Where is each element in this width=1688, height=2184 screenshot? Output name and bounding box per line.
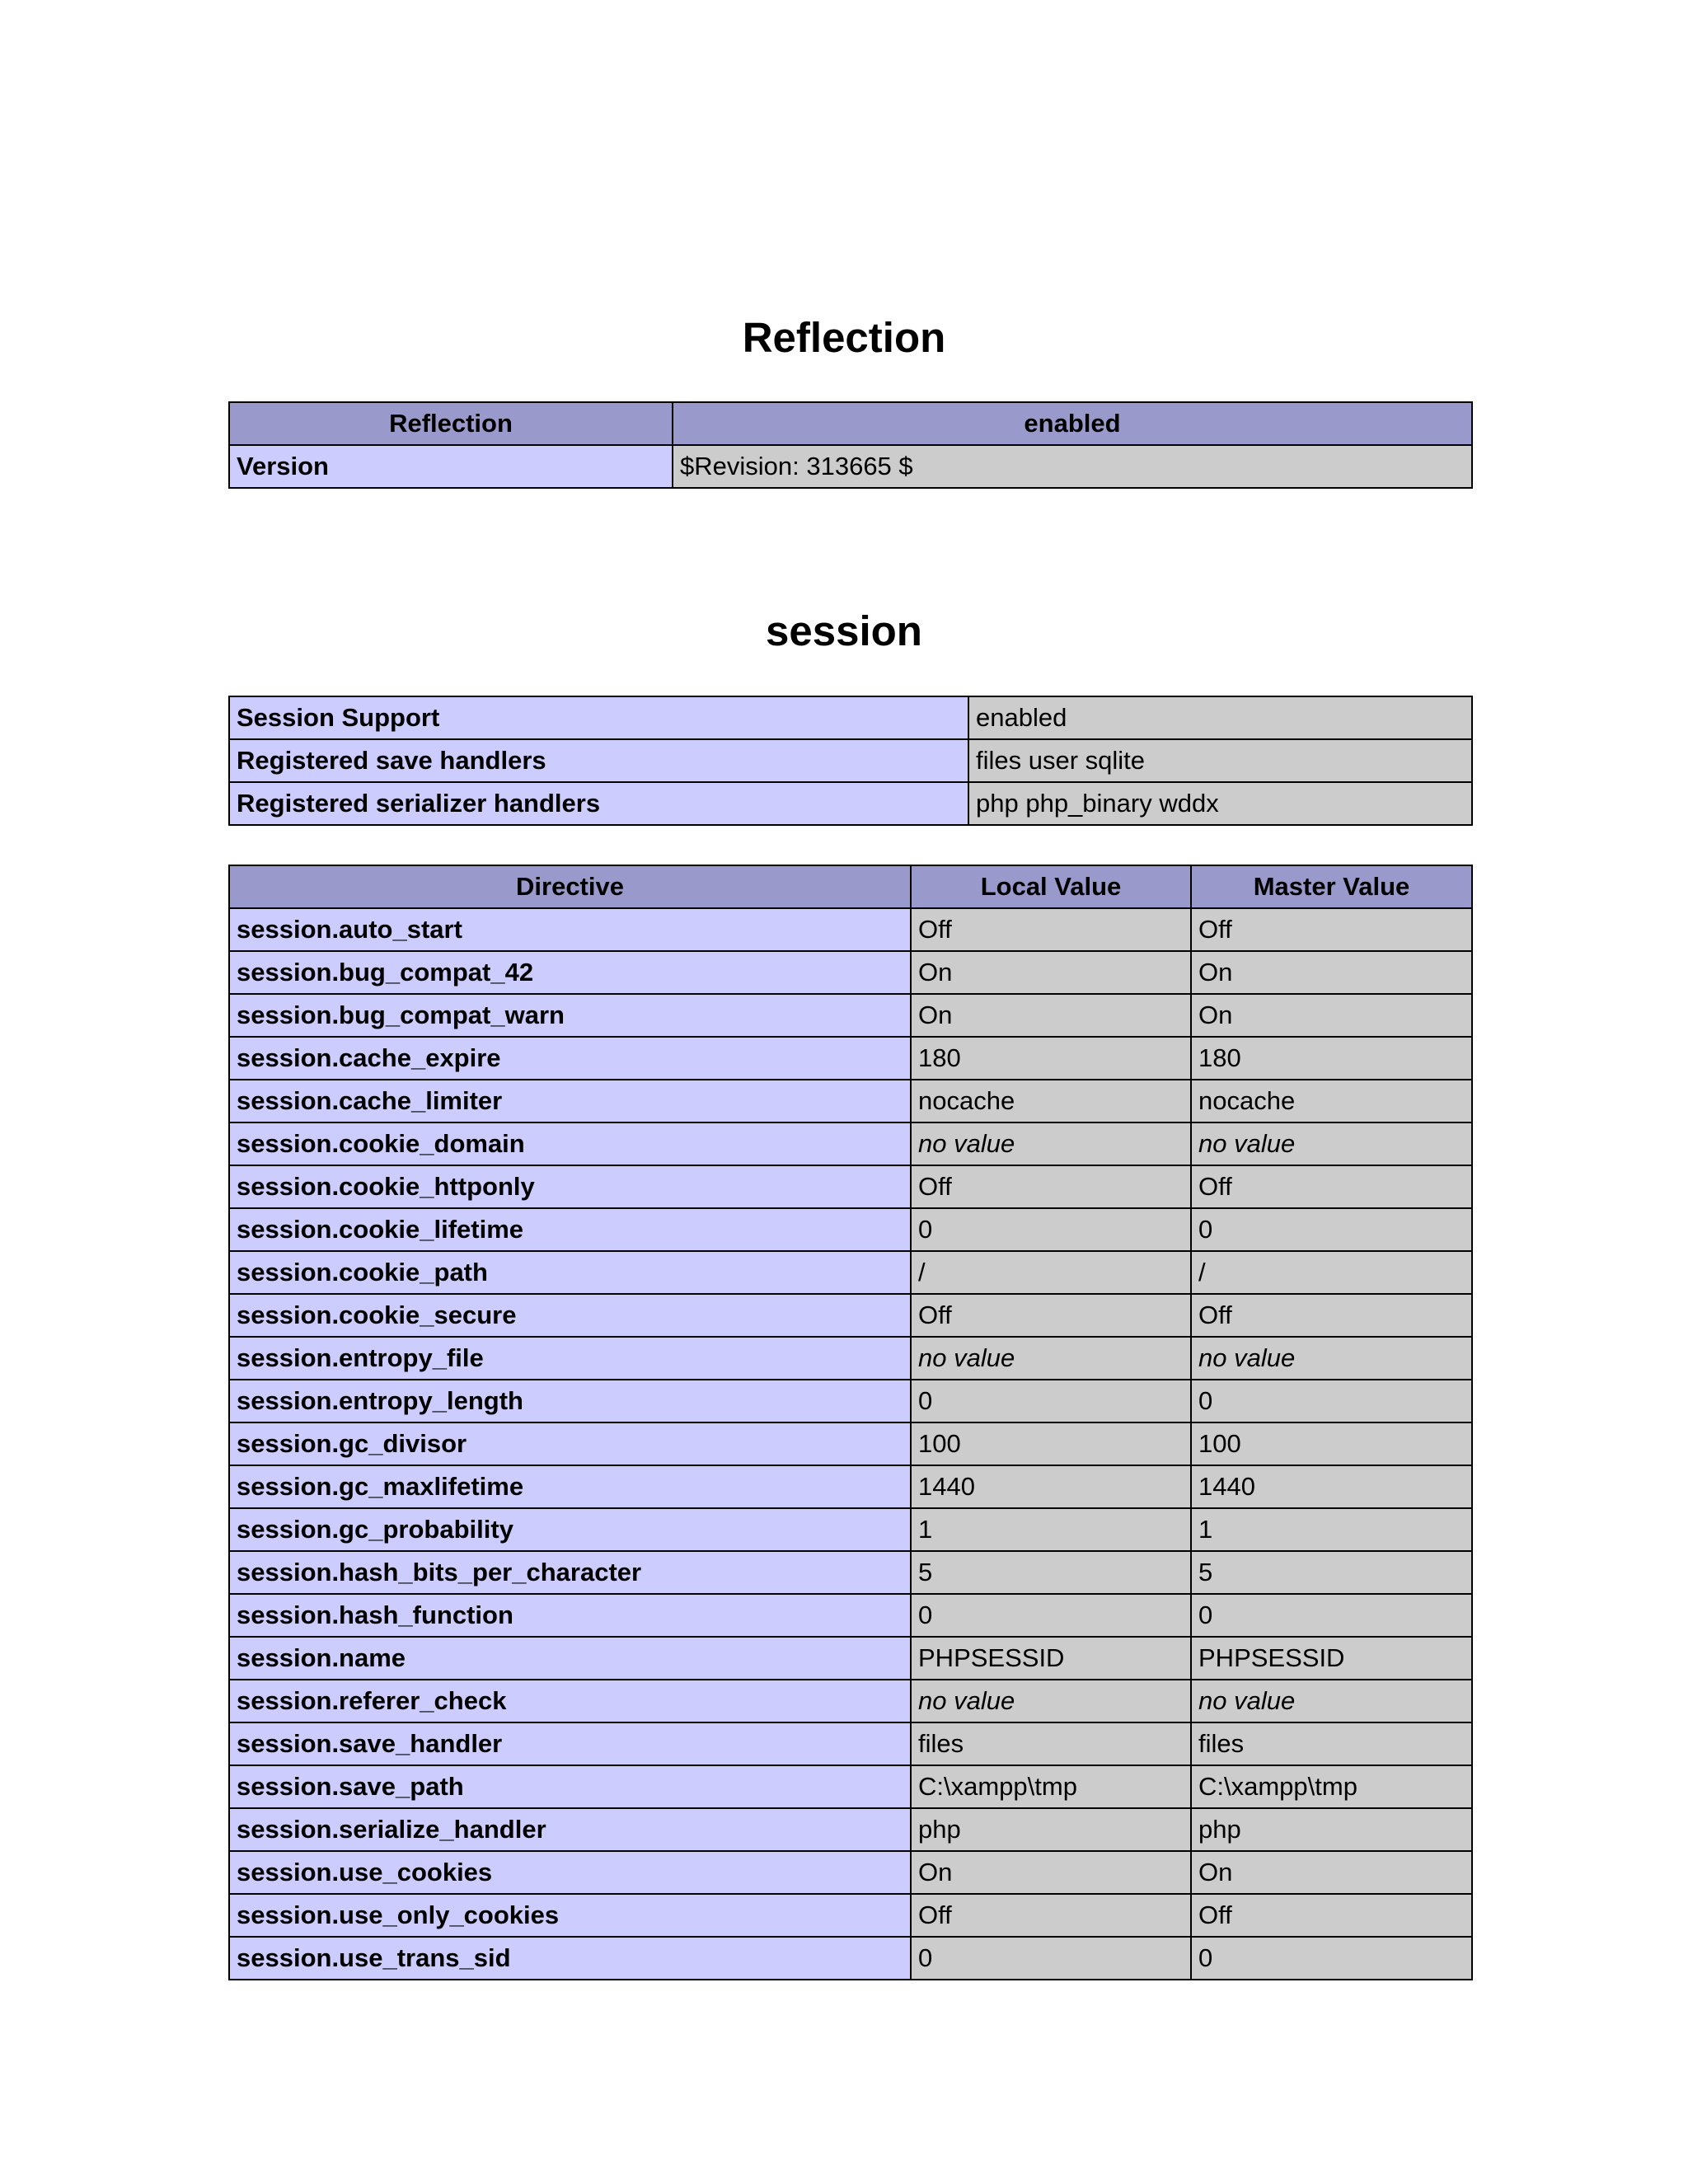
directive-name: session.cookie_secure [229,1294,911,1337]
directive-local-value [911,1122,1191,1165]
directive-name: session.gc_maxlifetime [229,1465,911,1508]
column-header-directive: Directive [229,865,911,908]
directive-local-value: nocache [911,1080,1191,1122]
directive-master-value: Off [1191,1294,1472,1337]
directive-local-value: C:\xampp\tmp [911,1765,1191,1808]
directive-master-value: php [1191,1808,1472,1851]
directive-name: session.use_trans_sid [229,1937,911,1980]
directive-local-value: Off [911,1894,1191,1937]
directive-master-value [1191,1122,1472,1165]
table-header-row [229,865,1472,908]
no-value-text: no value [1198,1129,1296,1158]
directive-master-value: Off [1191,1894,1472,1937]
session-info-table [228,696,1473,826]
table-row [229,1208,1472,1251]
directive-master-value: 1440 [1191,1465,1472,1508]
directive-master-value: On [1191,1851,1472,1894]
directive-local-value: 1440 [911,1465,1191,1508]
directive-local-value [911,1337,1191,1380]
table-row [229,1165,1472,1208]
directive-name: session.cache_expire [229,1037,911,1080]
row-label: Version [229,445,673,488]
row-value: $Revision: 313665 $ [673,445,1472,488]
directive-name: session.gc_divisor [229,1422,911,1465]
directive-name: session.entropy_length [229,1380,911,1422]
directive-local-value: Off [911,1165,1191,1208]
directive-name: session.entropy_file [229,1337,911,1380]
column-header: Reflection [229,402,673,445]
table-row [229,994,1472,1037]
directive-master-value: 100 [1191,1422,1472,1465]
directive-name: session.cookie_domain [229,1122,911,1165]
table-row [229,1251,1472,1294]
row-value: enabled [968,696,1472,739]
table-row [229,951,1472,994]
directive-local-value: On [911,994,1191,1037]
table-row [229,1808,1472,1851]
table-row [229,1294,1472,1337]
no-value-text: no value [1198,1343,1296,1372]
directive-master-value: 1 [1191,1508,1472,1551]
directive-name: session.cookie_lifetime [229,1208,911,1251]
directive-name: session.referer_check [229,1680,911,1722]
directive-local-value: On [911,1851,1191,1894]
table-row [229,1851,1472,1894]
directive-local-value: files [911,1722,1191,1765]
table-row [229,1122,1472,1165]
directive-master-value: 5 [1191,1551,1472,1594]
directive-local-value: Off [911,908,1191,951]
table-row [229,1337,1472,1380]
column-header-local-value: Local Value [911,865,1191,908]
directive-master-value: 0 [1191,1208,1472,1251]
directive-local-value: php [911,1808,1191,1851]
directive-local-value: 180 [911,1037,1191,1080]
table-row [229,1722,1472,1765]
directive-master-value: 0 [1191,1937,1472,1980]
session-directive-table [228,865,1473,1980]
directive-local-value: 5 [911,1551,1191,1594]
directive-master-value: / [1191,1251,1472,1294]
table-row [229,696,1472,739]
no-value-text: no value [918,1343,1015,1372]
directive-name: session.cookie_httponly [229,1165,911,1208]
row-value: files user sqlite [968,739,1472,782]
reflection-table [228,401,1473,489]
table-row [229,1508,1472,1551]
directive-master-value: 180 [1191,1037,1472,1080]
table-row [229,1637,1472,1680]
section-title-session: session [766,607,922,654]
directive-master-value: Off [1191,908,1472,951]
table-row [229,1465,1472,1508]
directive-local-value: 0 [911,1937,1191,1980]
directive-master-value: C:\xampp\tmp [1191,1765,1472,1808]
directive-name: session.bug_compat_42 [229,951,911,994]
directive-name: session.save_handler [229,1722,911,1765]
directive-local-value: 0 [911,1380,1191,1422]
directive-name: session.serialize_handler [229,1808,911,1851]
no-value-text: no value [918,1686,1015,1715]
table-row [229,445,1472,488]
directive-master-value: On [1191,994,1472,1037]
directive-name: session.cookie_path [229,1251,911,1294]
directive-local-value: On [911,951,1191,994]
directive-name: session.hash_function [229,1594,911,1637]
directive-name: session.gc_probability [229,1508,911,1551]
directive-master-value: 0 [1191,1594,1472,1637]
table-row [229,1422,1472,1465]
directive-master-value: 0 [1191,1380,1472,1422]
directive-master-value [1191,1680,1472,1722]
directive-master-value: nocache [1191,1080,1472,1122]
table-row [229,1894,1472,1937]
directive-local-value: Off [911,1294,1191,1337]
table-row [229,1380,1472,1422]
directive-master-value: Off [1191,1165,1472,1208]
directive-local-value: 0 [911,1208,1191,1251]
directive-local-value: PHPSESSID [911,1637,1191,1680]
directive-local-value [911,1680,1191,1722]
directive-name: session.use_only_cookies [229,1894,911,1937]
table-row [229,739,1472,782]
no-value-text: no value [918,1129,1015,1158]
table-row [229,1937,1472,1980]
row-label: Registered save handlers [229,739,968,782]
directive-name: session.auto_start [229,908,911,951]
table-row [229,908,1472,951]
column-header: enabled [673,402,1472,445]
directive-local-value: 1 [911,1508,1191,1551]
directive-master-value: files [1191,1722,1472,1765]
directive-master-value: PHPSESSID [1191,1637,1472,1680]
directive-name: session.save_path [229,1765,911,1808]
row-label: Registered serializer handlers [229,782,968,825]
directive-name: session.bug_compat_warn [229,994,911,1037]
table-row [229,1037,1472,1080]
directive-name: session.use_cookies [229,1851,911,1894]
directive-master-value [1191,1337,1472,1380]
directive-local-value: 0 [911,1594,1191,1637]
table-row [229,1680,1472,1722]
directive-master-value: On [1191,951,1472,994]
directive-name: session.hash_bits_per_character [229,1551,911,1594]
directive-local-value: / [911,1251,1191,1294]
row-value: php php_binary wddx [968,782,1472,825]
row-label: Session Support [229,696,968,739]
column-header-master-value: Master Value [1191,865,1472,908]
table-row [229,782,1472,825]
no-value-text: no value [1198,1686,1296,1715]
table-row [229,1551,1472,1594]
table-row [229,1080,1472,1122]
section-title-reflection: Reflection [742,314,946,361]
table-row [229,1765,1472,1808]
directive-local-value: 100 [911,1422,1191,1465]
directive-name: session.cache_limiter [229,1080,911,1122]
table-header-row [229,402,1472,445]
table-row [229,1594,1472,1637]
directive-name: session.name [229,1637,911,1680]
